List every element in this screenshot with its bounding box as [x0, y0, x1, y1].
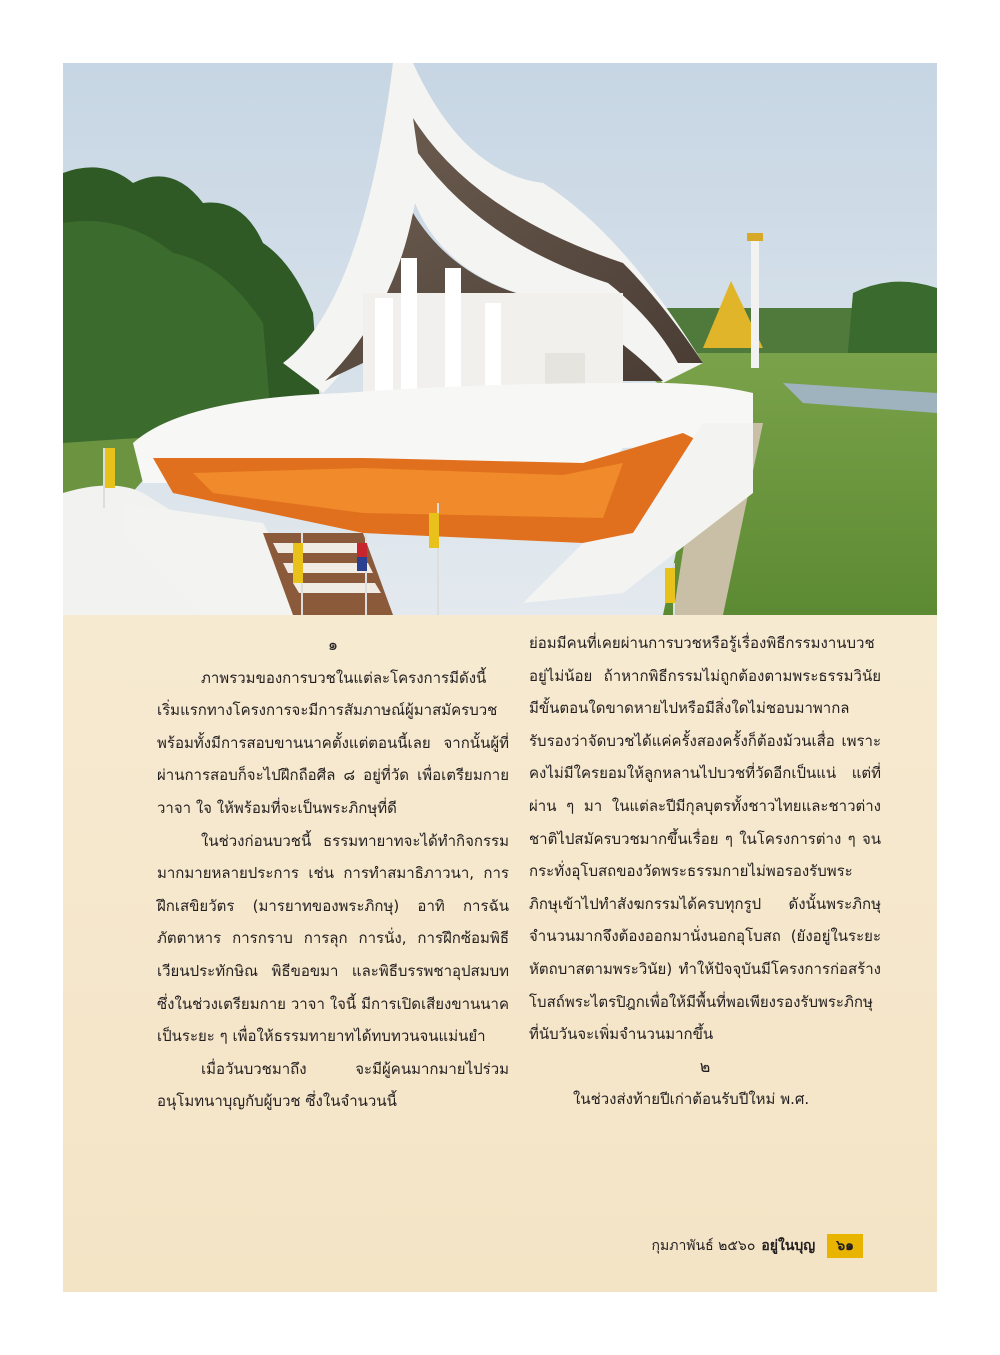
magazine-page — [63, 63, 937, 1292]
paragraph: ย่อมมีคนที่เคยผ่านการบวชหรือรู้เรื่องพิธีกรรมงานบวชอยู่ไม่น้อย ถ้าหากพิธีกรรมไม่ถูกต้องตามพระธรรมวินัย มีขั้นตอนใดขาดหายไปหรือมีสิ่งใดไม่ชอบมาพากล รับรองว่าจัดบวชได้แค่ครั้งสองครั้งก็ต้องม้วนเสื่อ เพราะคงไม่มีใครยอมให้ลูกหลานไปบวชที่วัดอีกเป็นแน่ แต่ที่ผ่าน ๆ มา ในแต่ละปีมีกุลบุตรทั้งชาวไทยและชาวต่างชาติไปสมัครบวชมากขึ้นเรื่อย ๆ ในโครงการต่าง ๆ จนกระทั่งอุโบสถของวัดพระธรรมกายไม่พอรองรับพระภิกษุเข้าไปทำสังฆกรรมได้ครบทุกรูป ดังนั้นพระภิกษุจำนวนมากจึงต้องออกมานั่งนอกอุโบสถ (ยังอยู่ในระยะหัตถบาสตามพระวินัย) ทำให้ปัจจุบันมีโครงการก่อสร้างโบสถ์พระไตรปิฎกเพื่อให้มีพื้นที่พอเพียงรองรับพระภิกษุที่นับวันจะเพิ่มจำนวนมากขึ้น — [529, 634, 881, 1044]
page-number: ๖๑ — [827, 1234, 863, 1258]
temple-photo — [63, 63, 937, 615]
issue-date: กุมภาพันธ์ ๒๕๖๐ — [651, 1238, 756, 1254]
magazine-name: อยู่ในบุญ — [761, 1238, 816, 1254]
paragraph: เมื่อวันบวชมาถึง จะมีผู้คนมากมายไปร่วมอนุโมทนาบุญกับผู้บวช ซึ่งในจำนวนนี้ — [157, 1059, 509, 1111]
page-footer — [623, 1233, 863, 1259]
paragraph: ภาพรวมของการบวชในแต่ละโครงการมีดังนี้ เริ่มแรกทางโครงการจะมีการสัมภาษณ์ผู้มาสมัครบวช พร้อมทั้งมีการสอบขานนาคตั้งแต่ตอนนี้เลย จากนั้นผู้ที่ผ่านการสอบก็จะไปฝึกถือศีล ๘ อยู่ที่วัด เพื่อเตรียมกาย วาจา ใจ ให้พร้อมที่จะเป็นพระภิกษุที่ดี — [157, 668, 509, 817]
paragraph: ในช่วงส่งท้ายปีเก่าต้อนรับปีใหม่ พ.ศ. — [573, 1090, 810, 1109]
right-text-column — [529, 627, 881, 1116]
paragraph: ในช่วงก่อนบวชนี้ ธรรมทายาทจะได้ทำกิจกรรมมากมายหลายประการ เช่น การทำสมาธิภาวนา, การฝึกเสขิยวัตร (มารยาทของพระภิกษุ) อาทิ การฉันภัตตาหาร การกราบ การลุก การนั่ง, การฝึกซ้อมพิธีเวียนประทักษิณ พิธีขอขมา และพิธีบรรพชาอุปสมบท ซึ่งในช่วงเตรียมกาย วาจา ใจนี้ มีการเปิดเสียงขานนาคเป็นระยะ ๆ เพื่อให้ธรรมทายาทได้ทบทวนจนแม่นยำ — [157, 831, 509, 1046]
left-text-column — [157, 629, 509, 1118]
section-number-2: ๒ — [699, 1056, 711, 1076]
section-number-1: ๑ — [327, 635, 339, 654]
